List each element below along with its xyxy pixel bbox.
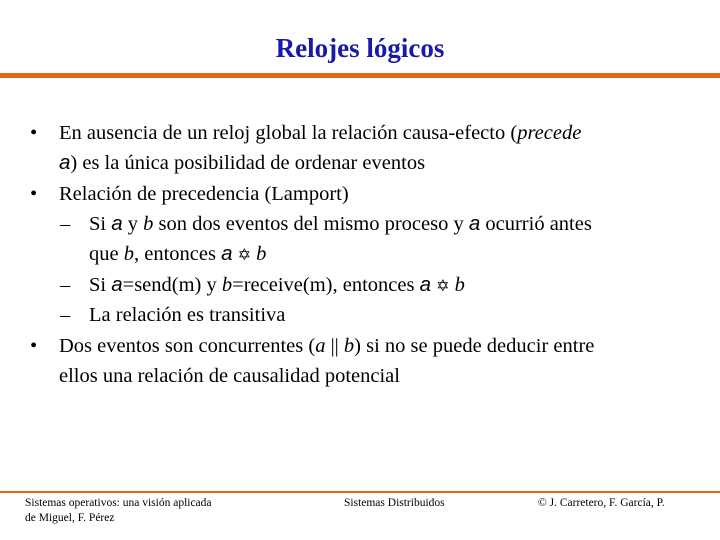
var-b: b <box>343 335 355 357</box>
var-b: b <box>221 274 233 296</box>
footer-left <box>25 496 212 526</box>
precedence-symbol: ✡ <box>436 276 450 295</box>
footer-divider <box>0 491 720 493</box>
var-a: a <box>111 212 123 235</box>
var-b: b <box>256 243 267 265</box>
sub-1-line-2 <box>89 239 266 271</box>
text: ocurrió antes <box>480 213 592 235</box>
sub-3-line: La relación es transitiva <box>89 304 286 326</box>
text: y <box>122 213 144 235</box>
text: Dos eventos son concurrentes ( <box>59 335 316 357</box>
footer-book-title: Sistemas operativos: una visión aplicada <box>25 497 212 509</box>
text: =send(m) y <box>122 274 222 296</box>
footer-center: Sistemas Distribuidos <box>344 497 445 509</box>
precedence-symbol: ✡ <box>237 245 252 264</box>
var-a: a <box>315 335 326 357</box>
footer-copyright: © J. Carretero, F. García, P. <box>538 497 665 509</box>
var-a: a <box>468 212 481 235</box>
var-b: b <box>123 243 134 265</box>
bullet-1-marker: • <box>30 122 38 144</box>
var-b: b <box>143 213 154 235</box>
bullet-2-text: Relación de precedencia (Lamport) <box>59 183 349 205</box>
bullet-3-line-2: ellos una relación de causalidad potencial <box>59 365 400 387</box>
slide-title: Relojes lógicos <box>275 33 445 63</box>
footer-authors: de Miguel, F. Pérez <box>25 512 115 524</box>
text: ) si no se puede deducir entre <box>354 335 595 357</box>
text: , entonces <box>133 243 222 265</box>
text: || <box>325 335 344 357</box>
var-a: a <box>111 273 123 296</box>
bullet-1-text: En ausencia de un reloj global la relación causa-efecto ( <box>59 122 518 144</box>
title-divider <box>0 73 720 78</box>
var-a: a <box>221 242 233 265</box>
bullet-2-marker: • <box>30 183 38 205</box>
var-a: a <box>419 273 431 296</box>
sub-3-marker: – <box>60 304 71 326</box>
text: que <box>89 243 124 265</box>
sub-1-line-1 <box>89 209 592 240</box>
text: Si <box>89 213 112 235</box>
sub-2-line <box>89 270 465 302</box>
sub-2-marker: – <box>60 274 71 296</box>
bullet-1-text-cont: ) es la única posibilidad de ordenar eventos <box>70 152 426 174</box>
var-a: a <box>59 151 71 174</box>
bullet-3-line-1 <box>59 331 594 362</box>
bullet-1-line-2 <box>59 148 425 179</box>
sub-1-marker: – <box>60 213 71 235</box>
var-b: b <box>454 274 465 296</box>
text: son dos eventos del mismo proceso y <box>153 213 469 235</box>
bullet-1-line-1 <box>59 118 581 149</box>
text: =receive(m), entonces <box>232 274 420 296</box>
precede-word: precede <box>517 122 582 144</box>
bullet-3-marker: • <box>30 335 38 357</box>
text: Si <box>89 274 112 296</box>
